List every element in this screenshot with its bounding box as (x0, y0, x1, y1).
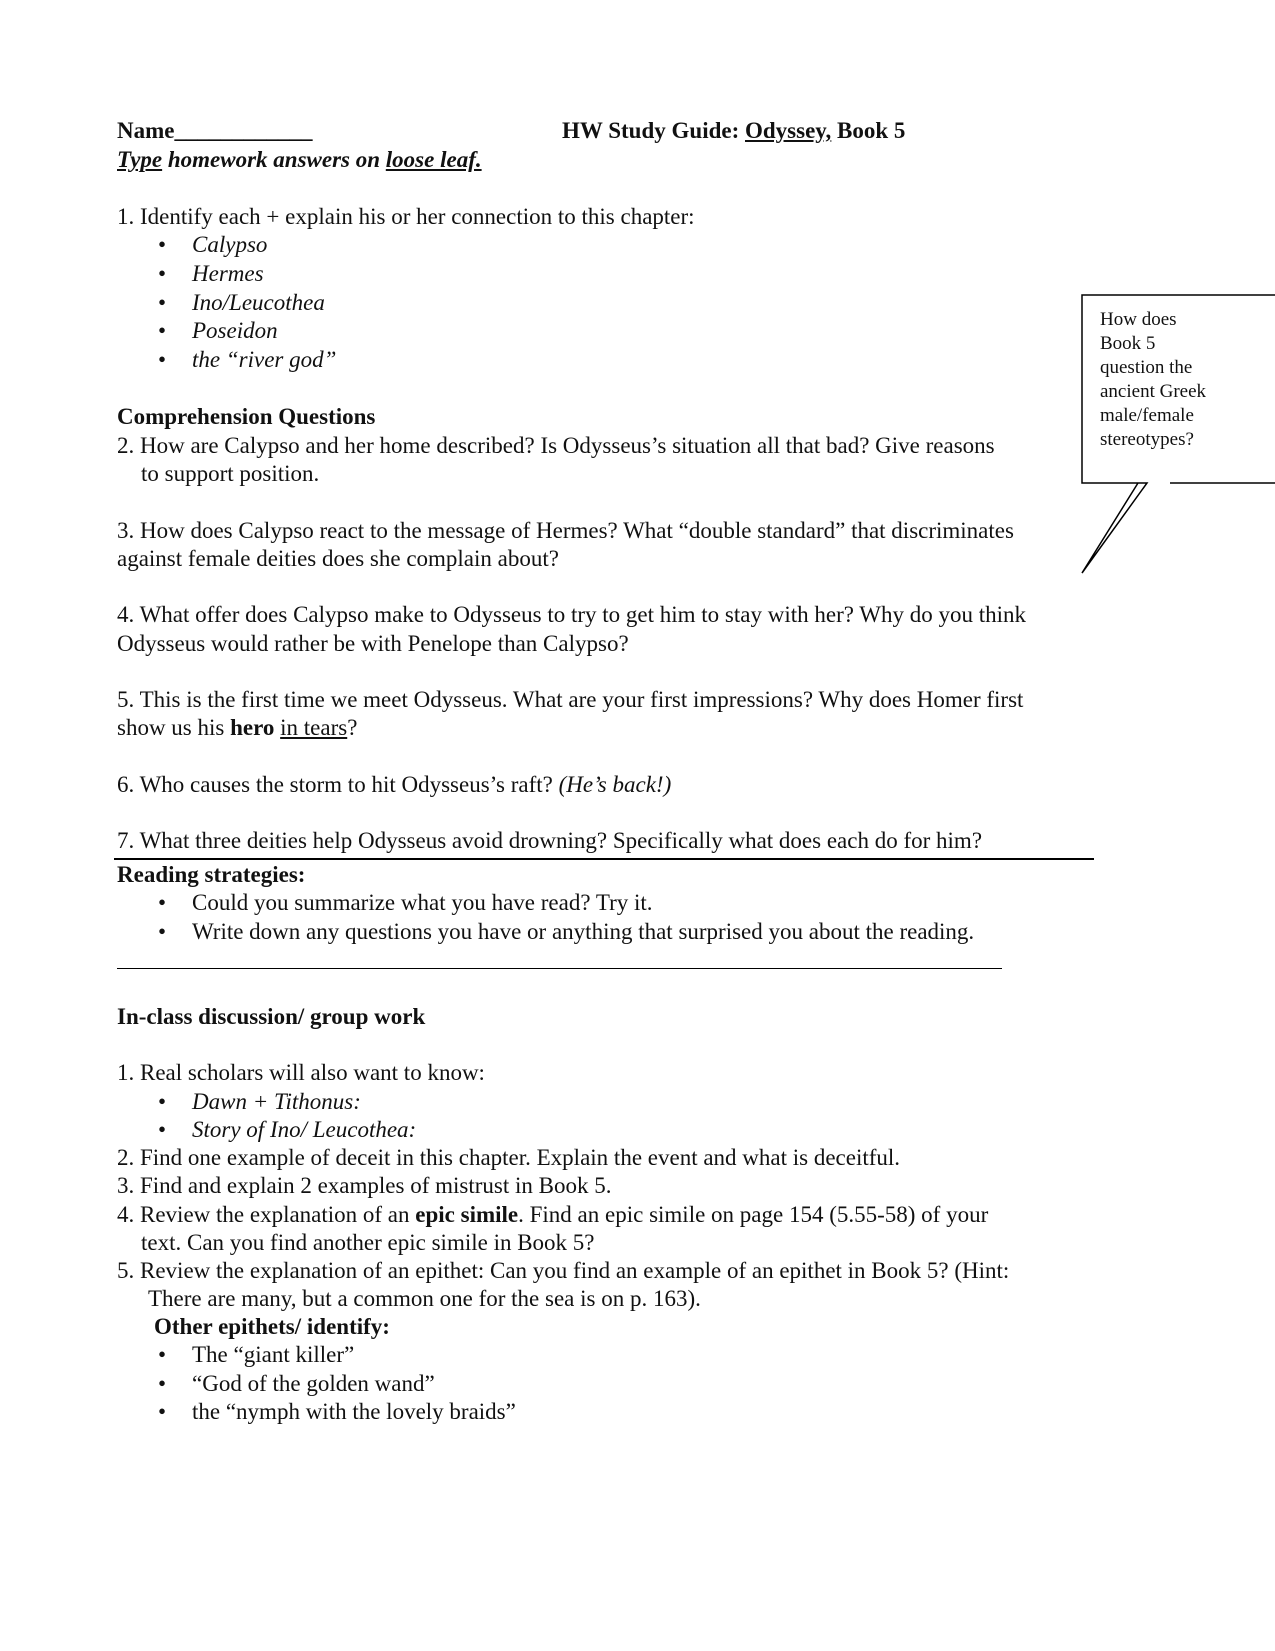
epithets-heading: Other epithets/ identify: (154, 1314, 390, 1339)
reading-heading: Reading strategies: (117, 862, 306, 887)
horizontal-line (117, 968, 1002, 969)
identify-prompt: 1. Identify each + explain his or her connection to this chapter: (117, 204, 695, 229)
q5-text: show us his (117, 715, 231, 740)
list-item: the “river god” (192, 347, 337, 372)
question-6 (117, 771, 671, 799)
instruction-line (117, 146, 482, 174)
bullet-icon: • (158, 1342, 167, 1367)
bullet-icon: • (158, 318, 167, 343)
bullet-icon: • (158, 919, 167, 944)
name-blank: ____________ (174, 118, 313, 143)
list-item: Hermes (192, 261, 264, 286)
i4-text-rest: . Find an epic simile on page 154 (5.55-58) of your (518, 1202, 989, 1227)
title-suffix: Book 5 (831, 118, 906, 143)
inclass-item-3: 3. Find and explain 2 examples of mistrust in Book 5. (117, 1173, 612, 1198)
question-3-line-1: 3. How does Calypso react to the message of Hermes? What “double standard” that discriminates (117, 518, 1014, 543)
inclass-item-1: 1. Real scholars will also want to know: (117, 1060, 485, 1085)
i4-text: 4. Review the explanation of an (117, 1202, 416, 1227)
list-item: Write down any questions you have or anything that surprised you about the reading. (192, 919, 975, 944)
bullet-icon: • (158, 1399, 167, 1424)
epic-simile-term: epic simile (415, 1202, 519, 1227)
inclass-item-4-line-1 (117, 1201, 988, 1229)
question-2-line-2: to support position. (141, 461, 320, 486)
question-2-line-1: 2. How are Calypso and her home described? Is Odysseus’s situation all that bad? Give reasons (117, 433, 995, 458)
inclass-item-2: 2. Find one example of deceit in this chapter. Explain the event and what is deceitful. (117, 1145, 901, 1170)
question-4-line-1: 4. What offer does Calypso make to Odysseus to try to get him to stay with her? Why do you think (117, 602, 1027, 627)
bullet-icon: • (158, 1117, 167, 1142)
list-item: “God of the golden wand” (192, 1371, 435, 1396)
question-7: 7. What three deities help Odysseus avoid drowning? Specifically what does each do for him? (117, 828, 983, 853)
list-item: the “nymph with the lovely braids” (192, 1399, 516, 1424)
question-3-line-2: against female deities does she complain about? (117, 546, 559, 571)
q5-end: ? (347, 715, 358, 740)
name-label: Name (117, 118, 175, 143)
hero-word: hero (230, 715, 275, 740)
inclass-item-5-line-2: There are many, but a common one for the sea is on p. 163). (148, 1286, 701, 1311)
bullet-icon: • (158, 347, 167, 372)
inclass-heading: In-class discussion/ group work (117, 1004, 426, 1029)
comprehension-heading: Comprehension Questions (117, 404, 376, 429)
list-item: Story of Ino/ Leucothea: (192, 1117, 417, 1142)
bullet-icon: • (158, 1089, 167, 1114)
callout-text: How does Book 5 question the ancient Greek male/female stereotypes? (1100, 309, 1207, 450)
instruction-mid: homework answers on (162, 147, 386, 172)
question-5-line-2 (117, 714, 357, 742)
in-tears-phrase: in tears (280, 715, 348, 740)
q6-text: 6. Who causes the storm to hit Odysseus’s raft? (117, 772, 559, 797)
instruction-loose-leaf: loose leaf. (385, 147, 482, 172)
bullet-icon: • (158, 261, 167, 286)
q6-aside: (He’s back!) (558, 772, 672, 797)
instruction-type: Type (117, 147, 163, 172)
inclass-item-4-line-2: text. Can you find another epic simile in Book 5? (141, 1230, 595, 1255)
list-item: Ino/Leucothea (192, 290, 325, 315)
list-item: Poseidon (192, 318, 278, 343)
list-item: Could you summarize what you have read? Try it. (192, 890, 653, 915)
page-title (562, 117, 905, 145)
list-item: Dawn + Tithonus: (192, 1089, 361, 1114)
question-4-line-2: Odysseus would rather be with Penelope than Calypso? (117, 631, 629, 656)
bullet-icon: • (158, 1371, 167, 1396)
section-divider (114, 858, 1094, 860)
list-item: The “giant killer” (192, 1342, 355, 1367)
question-5-line-1: 5. This is the first time we meet Odysseus. What are your first impressions? Why does Homer first (117, 687, 1024, 712)
inclass-item-5-line-1: 5. Review the explanation of an epithet: Can you find an example of an epithet in Book 5? (Hint: (117, 1258, 1010, 1283)
name-line (117, 117, 312, 145)
title-work: Odyssey, (745, 118, 832, 143)
list-item: Calypso (192, 232, 268, 257)
title-prefix: HW Study Guide: (562, 118, 745, 143)
bullet-icon: • (158, 890, 167, 915)
bullet-icon: • (158, 290, 167, 315)
bullet-icon: • (158, 232, 167, 257)
